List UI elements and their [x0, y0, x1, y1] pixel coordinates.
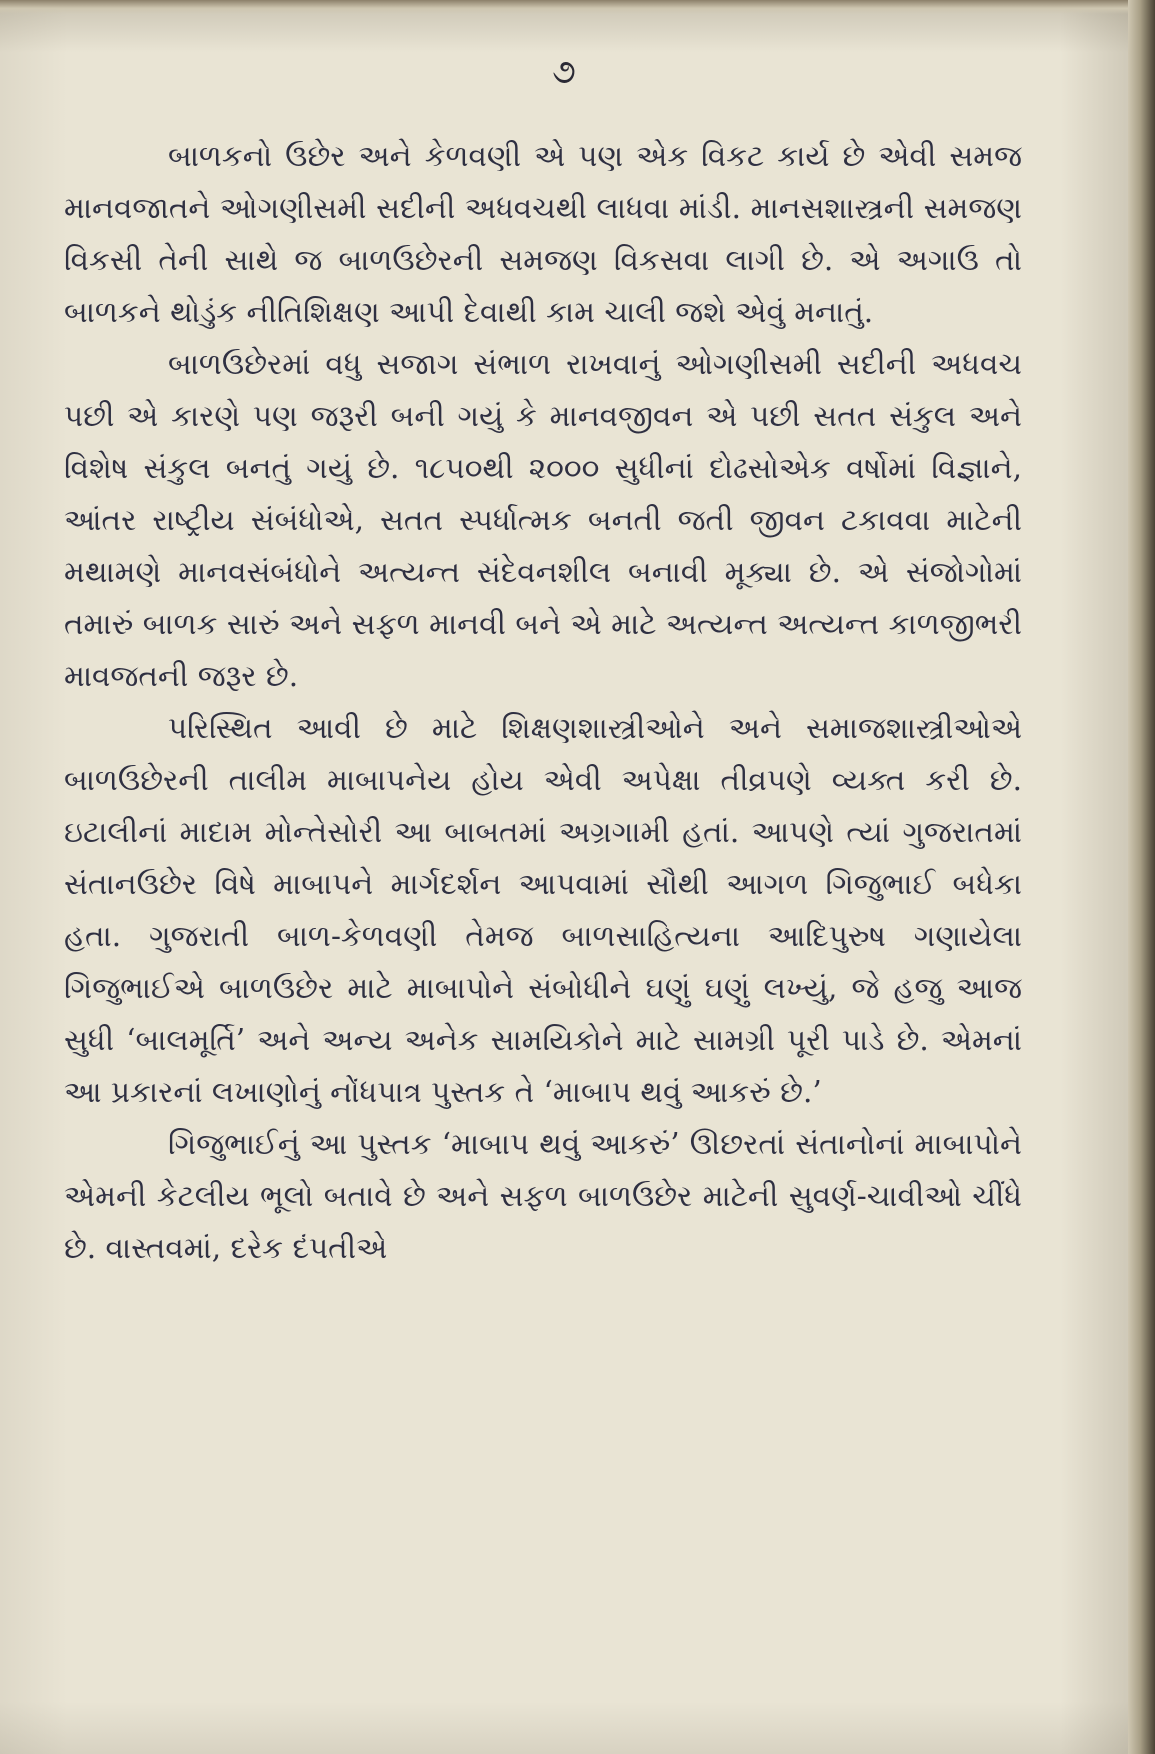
- page-number: ૭: [552, 52, 576, 92]
- body-text: [64, 130, 1022, 1274]
- paragraph-2: બાળઉછેરમાં વધુ સજાગ સંભાળ રાખવાનું ઓગણીસમી સદીની અધવચ પછી એ કારણે પણ જરૂરી બની ગયું કે માનવજીવન એ પછી સતત સંકુલ અને વિશેષ સંકુલ બનતું ગયું છે. ૧૮૫૦થી ૨૦૦૦ સુધીનાં દોઢસોએક વર્ષોમાં વિજ્ઞાને, આંતર રાષ્ટ્રીય સંબંધોએ, સતત સ્પર્ધાત્મક બનતી જતી જીવન ટકાવવા માટેની મથામણે માનવસંબંધોને અત્યન્ત સંદેવનશીલ બનાવી મૂક્યા છે. એ સંજોગોમાં તમારું બાળક સારું અને સફળ માનવી બને એ માટે અત્યન્ત અત્યન્ત કાળજીભરી માવજતની જરૂર છે.: [64, 347, 1022, 693]
- page-top-edge: [0, 0, 1128, 14]
- page-right-edge: [1128, 0, 1155, 1754]
- paragraph-4: ગિજુભાઈનું આ પુસ્તક ‘માબાપ થવું આકરું’ ઊછરતાં સંતાનોનાં માબાપોને એમની કેટલીય ભૂલો બતાવે છે અને સફળ બાળઉછેર માટેની સુવર્ણ-ચાવીઓ ચીંધે છે. વાસ્તવમાં, દરેક દંપતીએ: [64, 1127, 1022, 1265]
- paragraph-1: બાળકનો ઉછેર અને કેળવણી એ પણ એક વિકટ કાર્ય છે એવી સમજ માનવજાતને ઓગણીસમી સદીની અધવચથી લાધવા માંડી. માનસશાસ્ત્રની સમજણ વિકસી તેની સાથે જ બાળઉછેરની સમજણ વિકસવા લાગી છે. એ અગાઉ તો બાળકને થોડુંક નીતિશિક્ષણ આપી દેવાથી કામ ચાલી જશે એવું મનાતું.: [64, 139, 1022, 329]
- paragraph-3: પરિસ્થિત આવી છે માટે શિક્ષણશાસ્ત્રીઓને અને સમાજશાસ્ત્રીઓએ બાળઉછેરની તાલીમ માબાપનેય હોય એવી અપેક્ષા તીવ્રપણે વ્યક્ત કરી છે. ઇટાલીનાં માદામ મોન્તેસોરી આ બાબતમાં અગ્રગામી હતાં. આપણે ત્યાં ગુજરાતમાં સંતાનઉછેર વિષે માબાપને માર્ગદર્શન આપવામાં સૌથી આગળ ગિજુભાઈ બધેકા હતા. ગુજરાતી બાળ-કેળવણી તેમજ બાળસાહિત્યના આદિપુરુષ ગણાયેલા ગિજુભાઈએ બાળઉછેર માટે માબાપોને સંબોધીને ઘણું ઘણું લખ્યું, જે હજુ આજ સુધી ‘બાલમૂર્તિ’ અને અન્ય અનેક સામયિકોને માટે સામગ્રી પૂરી પાડે છે. એમનાં આ પ્રકારનાં લખાણોનું નોંધપાત્ર પુસ્તક તે ‘માબાપ થવું આકરું છે.’: [64, 711, 1022, 1109]
